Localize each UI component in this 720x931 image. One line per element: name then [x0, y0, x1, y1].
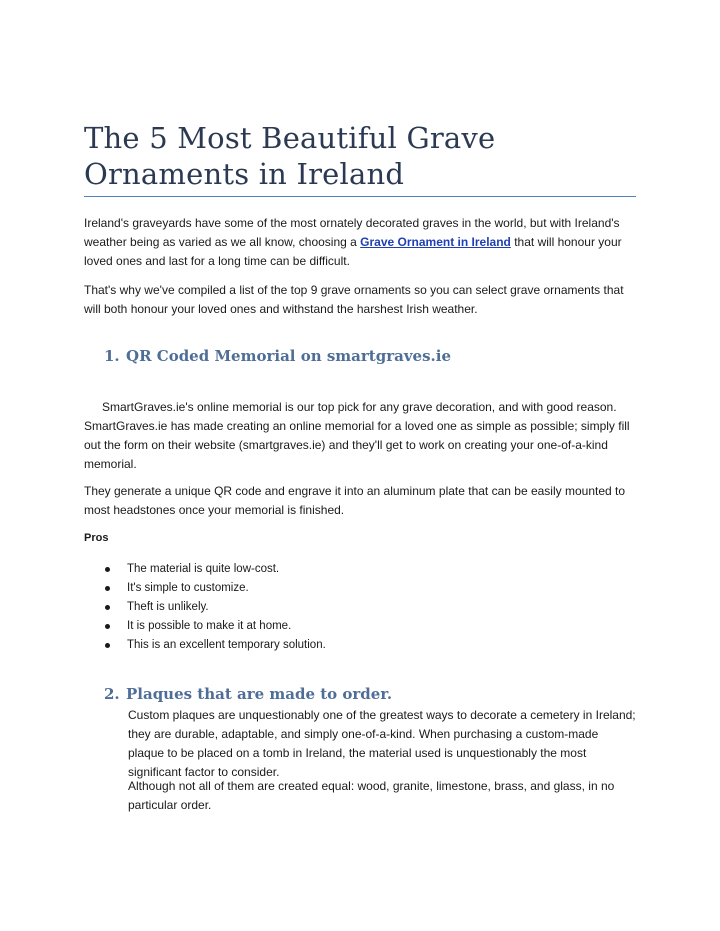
list-item	[84, 617, 326, 636]
grave-ornament-link[interactable]: Grave Ornament in Ireland	[360, 235, 511, 249]
list-item-text: It is possible to make it at home.	[127, 620, 292, 632]
intro-paragraph-2: That's why we've compiled a list of the top 9 grave ornaments so you can select grave ornaments that will both honour your loved ones and withstand the harshest Irish weather.	[84, 283, 624, 316]
section1-heading	[104, 347, 451, 365]
intro-paragraph	[84, 214, 636, 271]
list-item	[84, 560, 326, 579]
bullet-icon	[105, 624, 110, 629]
pros-list	[84, 560, 326, 655]
bullet-icon	[105, 643, 110, 648]
section2-paragraph-2: Although not all of them are created equal: wood, granite, limestone, brass, and glass, in no particular order.	[128, 779, 615, 812]
section2-heading	[104, 685, 392, 703]
list-item	[84, 636, 326, 655]
section1-paragraph-1: SmartGraves.ie's online memorial is our top pick for any grave decoration, and with good reason. SmartGraves.ie has made creating an online memorial for a loved one as simple as possible; simply fill out the form on their website (smartgraves.ie) and they'll get to work on creating your one-of-a-kind memorial.	[84, 400, 630, 471]
bullet-icon	[105, 586, 110, 591]
section1-title: QR Coded Memorial on smartgraves.ie	[126, 347, 451, 365]
list-item	[84, 579, 326, 598]
pros-label: Pros	[84, 532, 109, 544]
section2-title: Plaques that are made to order.	[126, 685, 393, 703]
section1-number: 1.	[104, 347, 120, 365]
section2-paragraph-1: Custom plaques are unquestionably one of the greatest ways to decorate a cemetery in Ireland; they are durable, adaptable, and simply one-of-a-kind. When purchasing a custom-made plaque to be placed on a tomb in Ireland, the material used is unquestionably the most significant factor to consider.	[128, 708, 636, 779]
intro-text-after: that will honour your loved ones and last for a long time can be difficult.	[84, 235, 622, 268]
bullet-icon	[105, 605, 110, 610]
section2-number: 2.	[104, 685, 120, 703]
intro-text-before: Ireland's graveyards have some of the most ornately decorated graves in the world, but with Ireland's weather being as varied as we all know, choosing a	[84, 216, 620, 249]
list-item-text: This is an excellent temporary solution.	[127, 639, 326, 651]
section1-paragraph-2: They generate a unique QR code and engrave it into an aluminum plate that can be easily mounted to most headstones once your memorial is finished.	[84, 484, 626, 517]
page-title: The 5 Most Beautiful Grave Ornaments in Ireland	[84, 121, 496, 191]
list-item-text: The material is quite low-cost.	[127, 563, 280, 575]
list-item-text: Theft is unlikely.	[127, 601, 209, 613]
list-item	[84, 598, 326, 617]
bullet-icon	[105, 567, 110, 572]
list-item-text: It's simple to customize.	[127, 582, 249, 594]
title-underline	[84, 196, 636, 197]
